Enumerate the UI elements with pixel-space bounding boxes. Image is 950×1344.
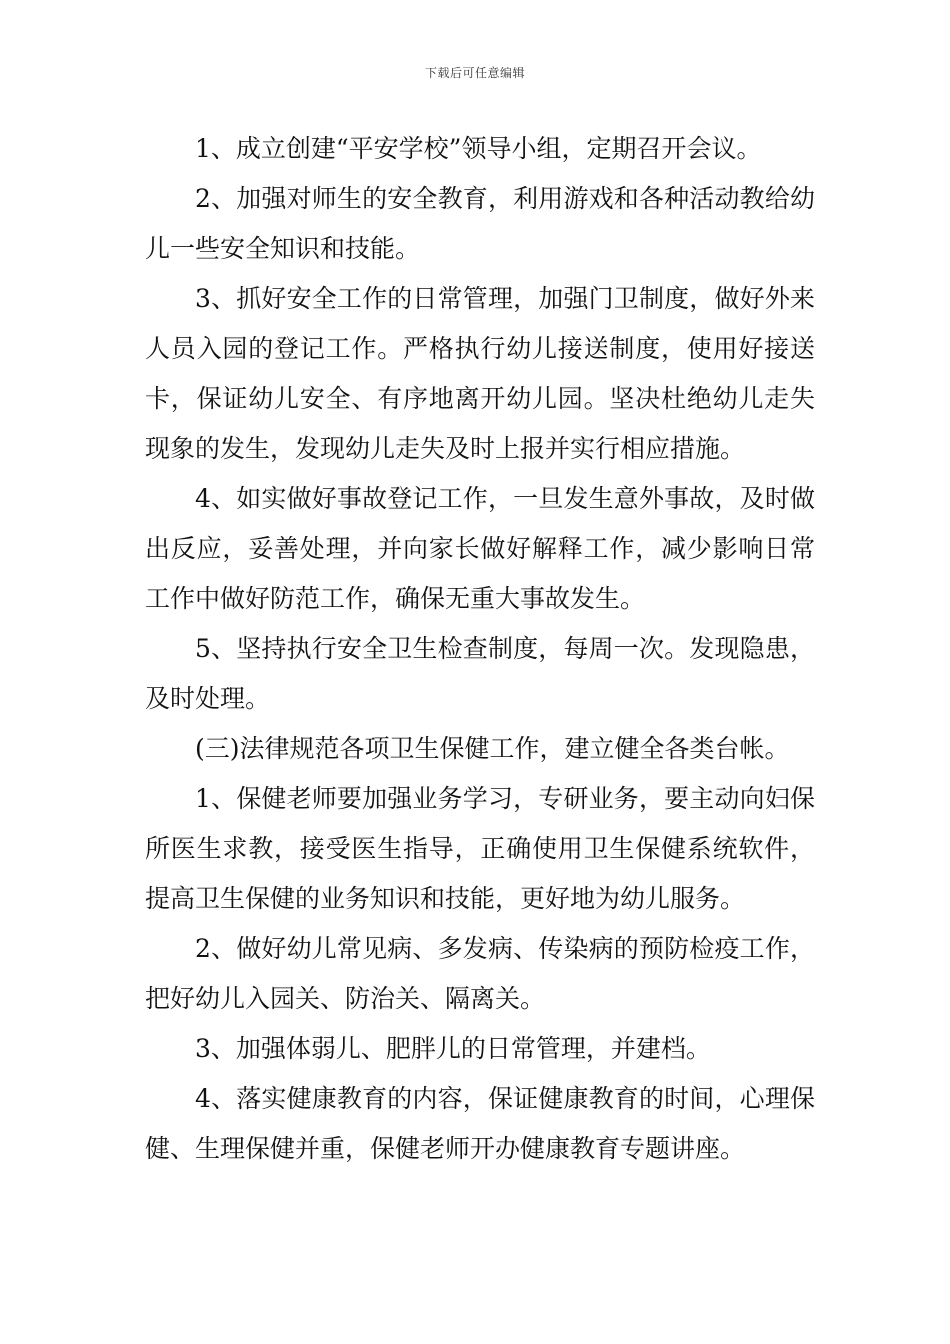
section-heading: (三)法律规范各项卫生保健工作，建立健全各类台帐。 <box>195 734 790 763</box>
page-header: 下载后可任意编辑 <box>424 66 525 80</box>
paragraph-4: 4、如实做好事故登记工作，一旦发生意外事故，及时做出反应，妥善处理，并向家长做好解释工作，减少影响日常工作中做好防范工作，确保无重大事故发生。 <box>145 484 815 613</box>
paragraph-6: 1、保健老师要加强业务学习，专研业务，要主动向妇保所医生求教，接受医生指导，正确使用卫生保健系统软件，提高卫生保健的业务知识和技能，更好地为幼儿服务。 <box>145 784 815 913</box>
paragraph-9: 4、落实健康教育的内容，保证健康教育的时间，心理保健、生理保健并重，保健老师开办健康教育专题讲座。 <box>145 1084 815 1163</box>
paragraph-1: 1、成立创建“平安学校”领导小组，定期召开会议。 <box>195 134 762 163</box>
paragraph-7: 2、做好幼儿常见病、多发病、传染病的预防检疫工作，把好幼儿入园关、防治关、隔离关。 <box>145 934 815 1013</box>
paragraph-3: 3、抓好安全工作的日常管理，加强门卫制度，做好外来人员入园的登记工作。严格执行幼儿接送制度，使用好接送卡，保证幼儿安全、有序地离开幼儿园。坚决杜绝幼儿走失现象的发生，发现幼儿走失及时上报并实行相应措施。 <box>145 284 815 463</box>
paragraph-5: 5、坚持执行安全卫生检查制度，每周一次。发现隐患，及时处理。 <box>145 634 815 713</box>
document-body <box>145 124 815 1174</box>
paragraph-2: 2、加强对师生的安全教育，利用游戏和各种活动教给幼儿一些安全知识和技能。 <box>145 184 815 263</box>
paragraph-8: 3、加强体弱儿、肥胖儿的日常管理，并建档。 <box>195 1034 711 1063</box>
